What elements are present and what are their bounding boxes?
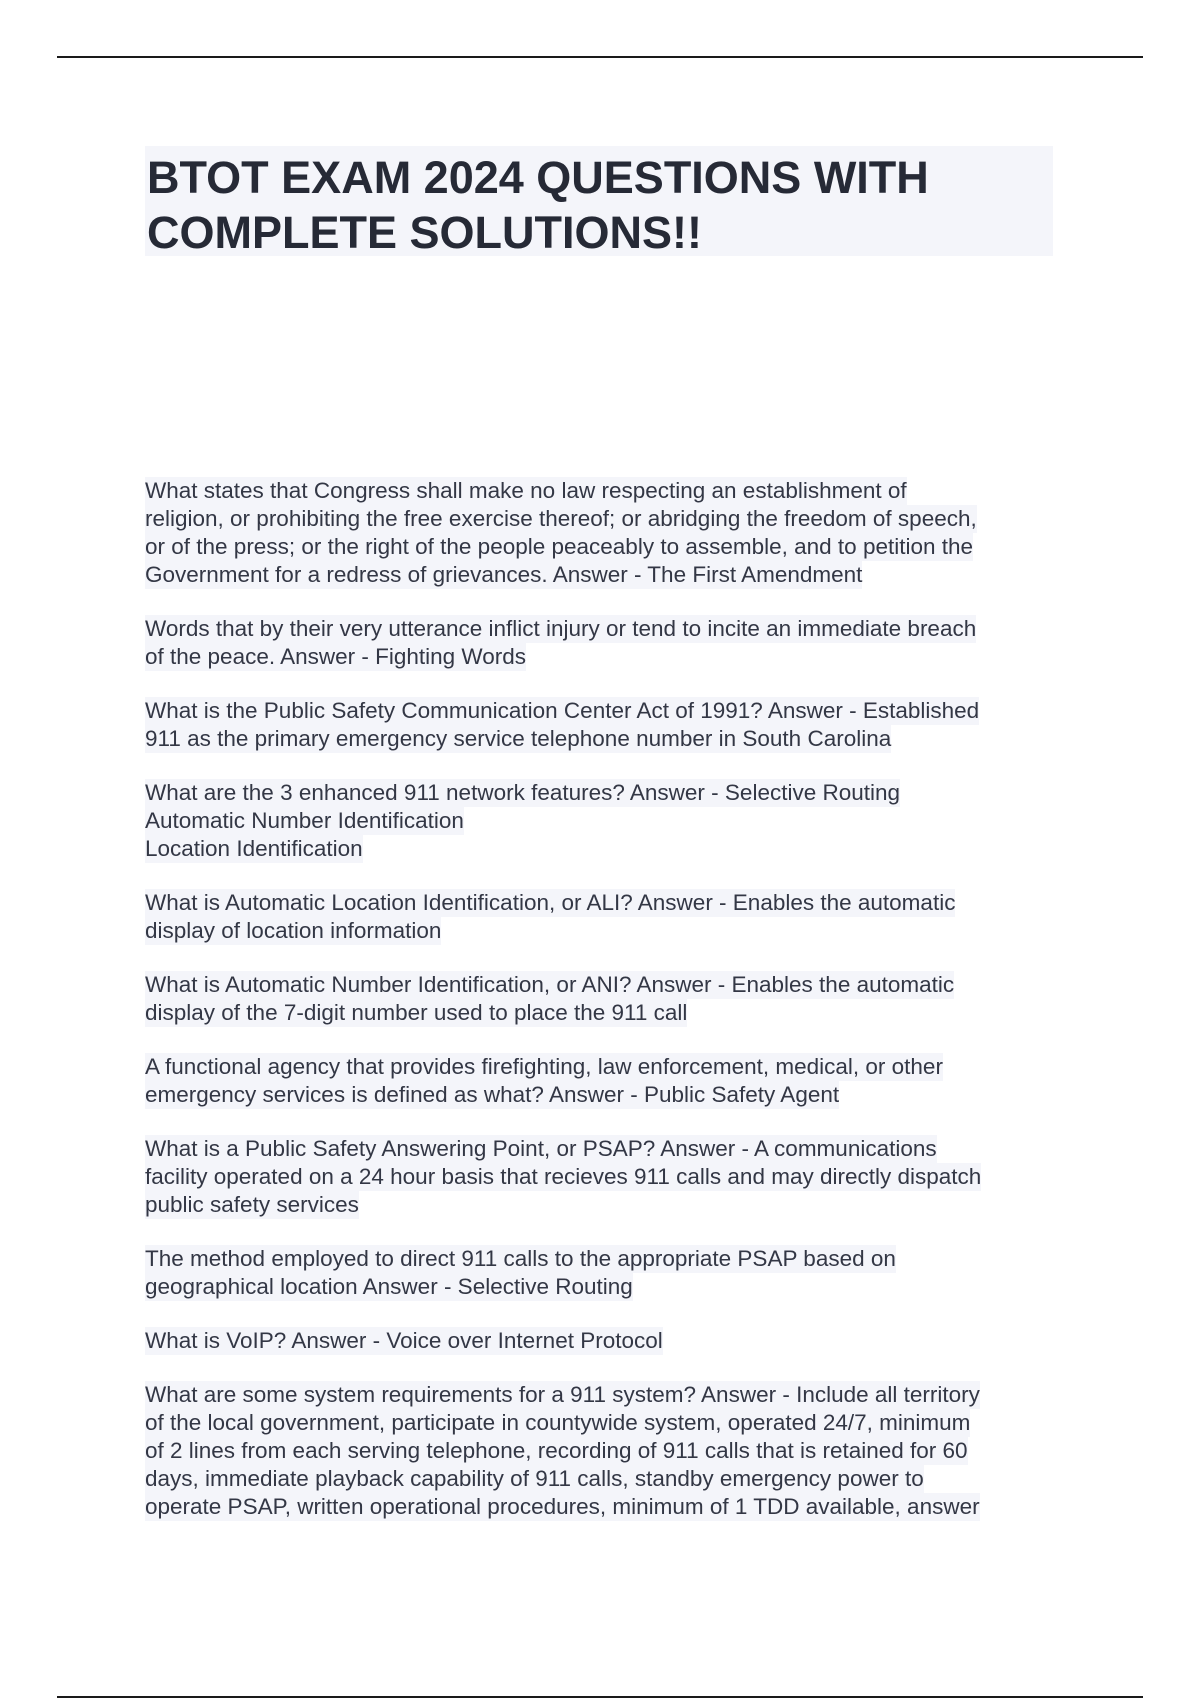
bottom-rule	[57, 1696, 1143, 1698]
qa-item	[145, 1135, 1065, 1219]
qa-text-line: Words that by their very utterance inflict injury or tend to incite an immediate breach	[145, 616, 977, 641]
qa-item	[145, 477, 1065, 589]
qa-text-line: days, immediate playback capability of 911 calls, standby emergency power to	[145, 1466, 924, 1491]
qa-item	[145, 1053, 1065, 1109]
qa-text-line: display of the 7-digit number used to place the 911 call	[145, 1000, 688, 1025]
qa-item	[145, 697, 1065, 753]
qa-text-line: of the local government, participate in countywide system, operated 24/7, minimum	[145, 1410, 971, 1435]
qa-text-line: of the peace. Answer - Fighting Words	[145, 644, 527, 669]
qa-text-line: What states that Congress shall make no law respecting an establishment of	[145, 478, 907, 503]
qa-item	[145, 1381, 1065, 1521]
qa-item	[145, 971, 1065, 1027]
qa-text-line: The method employed to direct 911 calls to the appropriate PSAP based on	[145, 1246, 896, 1271]
top-rule	[57, 56, 1143, 58]
qa-text-line: geographical location Answer - Selective Routing	[145, 1274, 633, 1299]
document-title	[145, 146, 1053, 256]
title-line: BTOT EXAM 2024 QUESTIONS WITH	[147, 152, 929, 203]
qa-text-line: What is Automatic Number Identification, or ANI? Answer - Enables the automatic	[145, 972, 955, 997]
qa-text-line: religion, or prohibiting the free exercise thereof; or abridging the freedom of speech,	[145, 506, 977, 531]
qa-text-line: Location Identification	[145, 836, 363, 861]
qa-text-line: 911 as the primary emergency service telephone number in South Carolina	[145, 726, 892, 751]
qa-text-line: facility operated on a 24 hour basis that recieves 911 calls and may directly dispatch	[145, 1164, 982, 1189]
qa-item	[145, 779, 1065, 863]
qa-text-line: Government for a redress of grievances. Answer - The First Amendment	[145, 562, 863, 587]
qa-text-line: operate PSAP, written operational procedures, minimum of 1 TDD available, answer	[145, 1494, 980, 1519]
qa-text-line: or of the press; or the right of the people peaceably to assemble, and to petition the	[145, 534, 974, 559]
qa-text-line: What are some system requirements for a 911 system? Answer - Include all territory	[145, 1382, 980, 1407]
qa-text-line: What is VoIP? Answer - Voice over Internet Protocol	[145, 1328, 663, 1353]
qa-item	[145, 1245, 1065, 1301]
question-answer-list	[145, 477, 1065, 1547]
qa-text-line: emergency services is defined as what? Answer - Public Safety Agent	[145, 1082, 840, 1107]
qa-text-line: Automatic Number Identification	[145, 808, 464, 833]
qa-text-line: What are the 3 enhanced 911 network features? Answer - Selective Routing	[145, 780, 901, 805]
qa-item	[145, 615, 1065, 671]
title-line: COMPLETE SOLUTIONS!!	[147, 207, 702, 258]
qa-text-line: display of location information	[145, 918, 442, 943]
qa-text-line: A functional agency that provides firefighting, law enforcement, medical, or other	[145, 1054, 943, 1079]
qa-text-line: What is Automatic Location Identification, or ALI? Answer - Enables the automatic	[145, 890, 956, 915]
qa-text-line: of 2 lines from each serving telephone, recording of 911 calls that is retained for 60	[145, 1438, 968, 1463]
qa-text-line: What is a Public Safety Answering Point, or PSAP? Answer - A communications	[145, 1136, 937, 1161]
qa-text-line: public safety services	[145, 1192, 359, 1217]
qa-item	[145, 1327, 1065, 1355]
qa-text-line: What is the Public Safety Communication Center Act of 1991? Answer - Established	[145, 698, 980, 723]
qa-item	[145, 889, 1065, 945]
